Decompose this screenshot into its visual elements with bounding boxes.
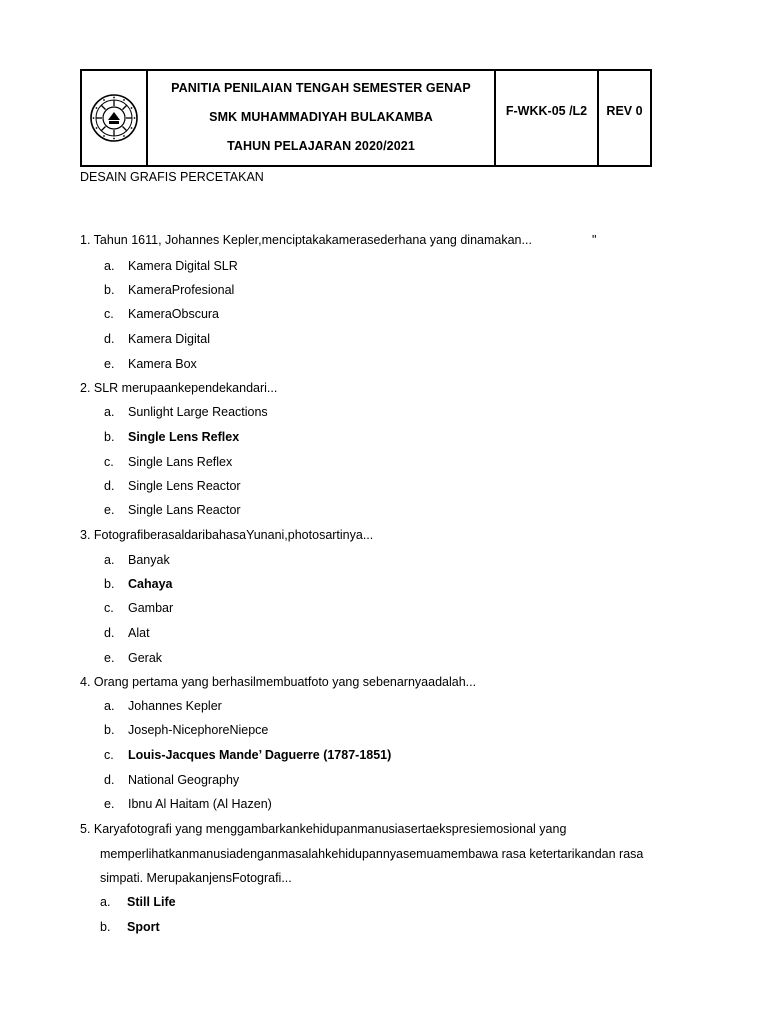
option-4b: b. Joseph-NicephoreNiepce	[104, 723, 269, 737]
question-4: 4. Orang pertama yang berhasilmembuatfoto yang sebenarnyaadalah...	[80, 675, 477, 689]
form-code-cell	[496, 71, 599, 165]
option-3a: a. Banyak	[104, 553, 170, 567]
option-5a: a. Still Life	[100, 895, 176, 909]
option-4a: a. Johannes Kepler	[104, 699, 222, 713]
option-2d: d. Single Lens Reactor	[104, 479, 241, 493]
option-3c: c. Gambar	[104, 601, 174, 615]
option-3d: d. Alat	[104, 626, 150, 640]
academic-year: TAHUN PELAJARAN 2020/2021	[227, 139, 415, 154]
option-2b: b. Single Lens Reflex	[104, 430, 240, 444]
revision-label: REV 0	[606, 104, 643, 118]
option-2c: c. Single Lans Reflex	[104, 455, 233, 469]
revision-cell	[599, 71, 650, 165]
question-5-line-2: memperlihatkanmanusiadenganmasalahkehidupannyasemuamembawa rasa ketertarikandan rasa	[100, 847, 644, 861]
option-4c: c. Louis-Jacques Mande’ Daguerre (1787-1851)	[104, 748, 392, 762]
header-title-cell	[148, 71, 496, 165]
question-3: 3. FotografiberasaldaribahasaYunani,photosartinya...	[80, 528, 374, 542]
school-logo-seal	[89, 93, 139, 143]
form-code: F-WKK-05 /L2	[505, 104, 588, 118]
option-2a: a. Sunlight Large Reactions	[104, 405, 268, 419]
option-4e: e. Ibnu Al Haitam (Al Hazen)	[104, 797, 272, 811]
option-3e: e. Gerak	[104, 651, 163, 665]
subject-title: DESAIN GRAFIS PERCETAKAN	[80, 170, 264, 184]
question-1-trailing-mark: "	[592, 233, 597, 247]
option-3b: b. Cahaya	[104, 577, 173, 591]
question-2: 2. SLR merupaankependekandari...	[80, 381, 278, 395]
school-name: SMK MUHAMMADIYAH BULAKAMBA	[209, 109, 433, 124]
question-5-line-3: simpati. MerupakanjensFotografi...	[100, 871, 292, 885]
option-1a: a. Kamera Digital SLR	[104, 259, 238, 273]
option-1d: d. Kamera Digital	[104, 332, 210, 346]
option-4d: d. National Geography	[104, 773, 240, 787]
committee-title: PANITIA PENILAIAN TENGAH SEMESTER GENAP	[171, 80, 471, 95]
option-1b: b. KameraProfesional	[104, 283, 235, 297]
option-1c: c. KameraObscura	[104, 307, 220, 321]
document-header-table	[80, 69, 652, 167]
option-1e: e. Kamera Box	[104, 357, 197, 371]
question-1: 1. Tahun 1611, Johannes Kepler,menciptakakamerasederhana yang dinamakan...	[80, 233, 532, 247]
option-5b: b. Sport	[100, 920, 160, 934]
school-logo-cell	[82, 71, 148, 165]
option-2e: e. Single Lans Reactor	[104, 503, 241, 517]
question-5-line-1: 5. Karyafotografi yang menggambarkankehidupanmanusiasertaekspresiemosional yang	[80, 822, 567, 836]
